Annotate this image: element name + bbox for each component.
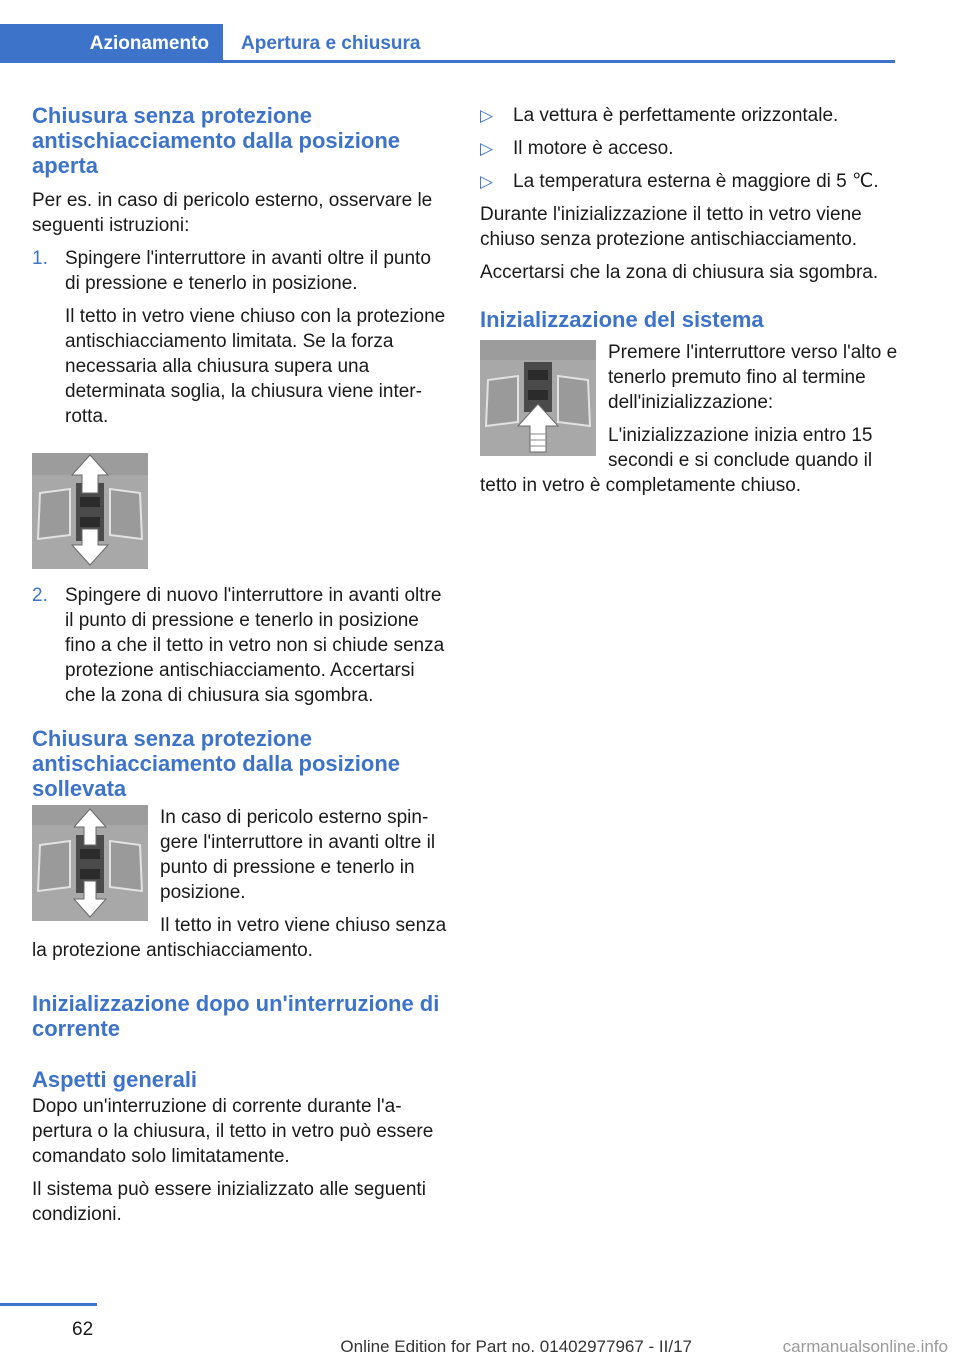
step-1-note: Il tetto in vetro viene chiuso con la protezione antischiacciamento limitata. Se la forza necessaria alla chiusura supera una determinata soglia, la chiusura viene interrotta. bbox=[65, 306, 446, 427]
step-2-number: 2. bbox=[32, 585, 48, 606]
step-2 bbox=[32, 583, 450, 708]
heading-init-after-power-loss: Inizializzazione dopo un'interruzione di corrente bbox=[32, 991, 440, 1041]
switch-up-down-illustration bbox=[32, 453, 148, 569]
step-1 bbox=[32, 246, 450, 429]
init-during-text: Durante l'inizializzazione il tetto in vetro viene chiuso senza protezione antischiacciamento. bbox=[480, 204, 862, 250]
switch-raised-illustration bbox=[32, 805, 148, 921]
heading-close-from-open: Chiusura senza protezione antischiacciamento dalla posizione aperta bbox=[32, 103, 400, 178]
heading-close-from-raised: Chiusura senza protezione antischiacciamento dalla posizione sollevata bbox=[32, 726, 400, 801]
raised-text-2: Il tetto in vetro viene chiuso senza la protezione antischiacciamento. bbox=[32, 915, 447, 961]
general-text-2: Il sistema può essere inizializzato alle seguenti condizioni. bbox=[32, 1179, 426, 1225]
header-rule bbox=[0, 60, 895, 63]
header-tab-opening-closing[interactable] bbox=[241, 24, 421, 63]
intro-open-text: Per es. in caso di pericolo esterno, osservare le seguenti istruzioni: bbox=[32, 190, 433, 236]
footer-rule bbox=[0, 1303, 97, 1306]
condition-item bbox=[480, 169, 898, 194]
condition-text: Il motore è acceso. bbox=[513, 138, 674, 159]
heading-general-aspects: Aspetti generali bbox=[32, 1067, 198, 1092]
watermark-text: carmanualsonline.info bbox=[782, 1337, 948, 1356]
heading-system-init: Inizializzazione del sistema bbox=[480, 307, 764, 332]
header-tab-operation[interactable] bbox=[0, 24, 223, 63]
bullet-arrow-icon: ▷ bbox=[480, 172, 494, 191]
header-tab-opening-closing-label: Apertura e chiusura bbox=[241, 33, 421, 54]
condition-item bbox=[480, 136, 898, 161]
init-text-2: L'inizializzazione inizia entro 15 secondi e si conclude quando il tetto in vetro è completamente chiuso. bbox=[480, 425, 873, 496]
condition-text: La vettura è perfettamente orizzontale. bbox=[513, 105, 839, 126]
left-column bbox=[32, 103, 450, 1235]
switch-push-up-illustration bbox=[480, 340, 596, 456]
condition-text: La temperatura esterna è maggiore di 5 ℃. bbox=[513, 171, 879, 192]
condition-item bbox=[480, 103, 898, 128]
edition-text: Online Edition for Part no. 01402977967 - II/17 bbox=[340, 1337, 692, 1356]
step-1-number: 1. bbox=[32, 248, 48, 269]
bullet-arrow-icon: ▷ bbox=[480, 139, 494, 158]
step-1-text: Spingere l'interruttore in avanti oltre il punto di pressione e tenerlo in posizione. bbox=[65, 248, 431, 294]
raised-text-1: In caso di pericolo esterno spingere l'interruttore in avanti oltre il punto di pressione e tenerlo in posizione. bbox=[160, 807, 436, 903]
header-tab-operation-label: Azionamento bbox=[89, 33, 209, 54]
bullet-arrow-icon: ▷ bbox=[480, 106, 494, 125]
page-number: 62 bbox=[72, 1319, 94, 1340]
init-text-1: Premere l'interruttore verso l'alto e tenerlo premuto fino al termine dell'inizializzazione: bbox=[608, 342, 898, 413]
right-column bbox=[480, 103, 898, 506]
step-2-text: Spingere di nuovo l'interruttore in avanti oltre il punto di pressione e tenerlo in posizione fino a che il tetto in vetro non si chiude senza protezione antischiacciamento. Accertarsi che la zona di chiusura sia sgombra. bbox=[65, 585, 445, 706]
general-text-1: Dopo un'interruzione di corrente durante l'apertura o la chiusura, il tetto in vetro può essere comandato solo limitatamente. bbox=[32, 1096, 434, 1167]
ensure-clear-text: Accertarsi che la zona di chiusura sia sgombra. bbox=[480, 262, 879, 283]
